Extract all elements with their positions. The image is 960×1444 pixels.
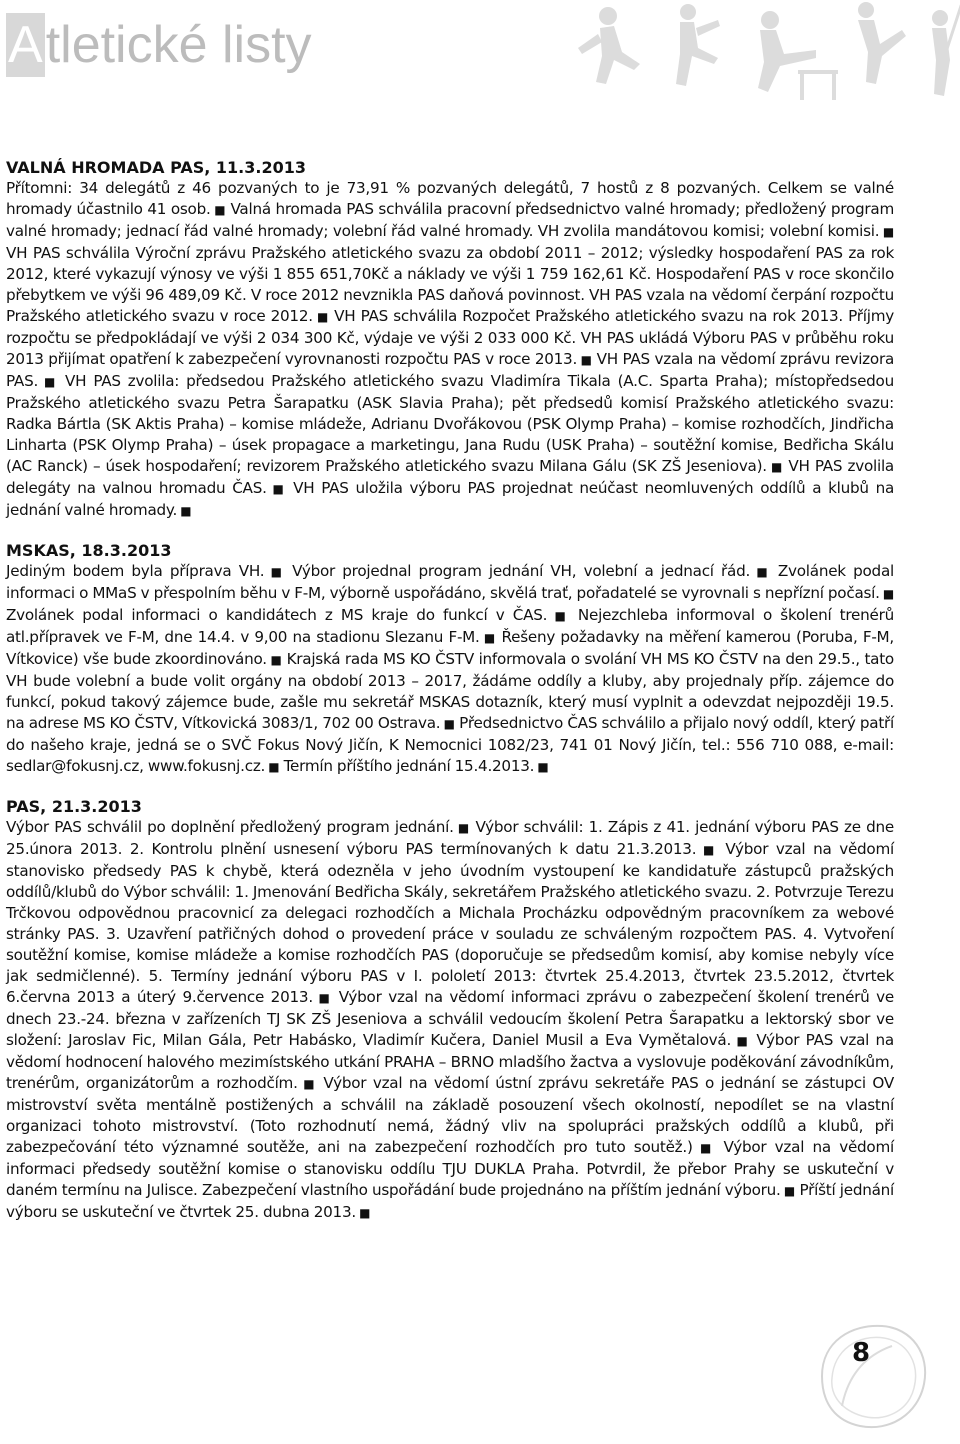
- resolution-item: Přítomni: 34 delegátů z 46 pozvaných to je 73,91 % pozvaných delegátů, 7 hostů z 8 pozvaných. Celkem se valné hromady účastnilo 41 osob. ■: [6, 179, 894, 218]
- resolution-item: Výbor projednal program jednání VH, volební a jednací řád. ■: [292, 562, 770, 580]
- title-rest: tletické listy: [45, 16, 312, 74]
- section-text: [6, 817, 894, 1224]
- resolution-item: Výbor vzal na vědomí informaci zprávu o zabezpečení školení trenérů ve dnech 23.-24. března v zařízeních TJ SK ZŠ Jeseniova a schválil vedoucím školení Petra Šarapatku a lektorský sbor ve složení: Jaroslav Fic, Milan Gála, Petr Habásko, Vladimír Kučera, Daniel Musil a Eva Vymětalová. ■: [6, 988, 894, 1049]
- resolution-item: Termín příštího jednání 15.4.2013. ■: [284, 757, 549, 775]
- document-body: [6, 158, 894, 1224]
- resolution-item: Zvolánek podal informaci o MMaS v přespolním běhu v F-M, výborně uspořádáno, skvělá trať, pořadatelé se vyrovnali s nepřízní počasí. ■: [6, 562, 894, 602]
- title-initial: A: [6, 13, 45, 77]
- section-mskas: [6, 541, 894, 778]
- section-pas: [6, 797, 894, 1224]
- resolution-item: Výbor schválil: 1. Zápis z 41. jednání výboru PAS ze dne 25.února 2013. 2. Kontrolu plnění usnesení výboru PAS termínovaných k datu 21.3.2013. ■: [6, 818, 894, 858]
- athletes-silhouette-graphic: [548, 0, 960, 108]
- resolution-item: VH PAS zvolila delegáty na valnou hromadu ČAS. ■: [6, 457, 894, 497]
- publication-title: [6, 10, 312, 80]
- resolution-item: Výbor PAS schválil po doplnění předložený program jednání. ■: [6, 818, 470, 836]
- resolution-item: Výbor vzal na vědomí ústní zprávu sekretáře PAS o jednání se zástupci OV mistrovství světa mentálně postižených a schválil na základě posouzení všech okolností, nepodílet se na vlastní organizaci tohoto mistrovství. (Toto rozhodnutí nemá, žádný vliv na spolupráci pražských oddílů a klubů, při zabezpečování této významné soutěže, ani na zabezpečení rozhodčích pro tuto soutěž.) ■: [6, 1074, 894, 1156]
- section-text: [6, 178, 894, 522]
- section-valna-hromada: [6, 158, 894, 522]
- resolution-item: Nejezchleba informoval o školení trenérů atl.přípravek ve F-M, dne 14.4. v 9,00 na stadionu Slezanu F-M. ■: [6, 606, 894, 646]
- page-number: 8: [852, 1338, 871, 1368]
- resolution-item: VH PAS schválila Výroční zprávu Pražského atletického svazu za období 2011 – 2012; výsledky hospodaření PAS za rok 2012, které vykazují výnosy ve výši 1 855 651,70Kč a náklady ve výši 1 759 162,61 Kč. Hospodaření PAS v roce skončilo přebytkem ve výši 96 489,09 Kč. V roce 2012 nevznikla PAS daňová povinnost. VH PAS vzala na vědomí čerpání rozpočtu Pražského atletického svazu v roce 2012. ■: [6, 244, 894, 325]
- resolution-item: VH PAS uložila výboru PAS projednat neúčast neomluvených oddílů a klubů na jednání valné hromady. ■: [6, 479, 894, 519]
- resolution-item: Výbor vzal na vědomí stanovisko předsedy PAS k chybě, která odezněla v jeho úvodním vystoupení ke kandidatuře zástupců pražských oddílů/klubů do Výbor schválil: 1. Jmenování Bedřicha Skály, sekretářem Pražského atletického svazu. 2. Potvrzuje Terezu Trčkovou odpovědnou pracovnicí za delegaci rozhodčích a Michala Procházku odpovědným pracovníkem za webové stránky PAS. 3. Uzavření patřičných dohod o provedení práce v souladu ze schváleným rozpočtem PAS. 4. Vytvoření soutěžní komise, komise mládeže a komise rozhodčích PAS (doporučuje se předsedům komisí, aby komise nebyly více jak sedmičlenné). 5. Termíny jednání výboru PAS v I. pololetí 2013: čtvrtek 25.4.2013, čtvrtek 23.5.2012, čtvrtek 6.června 2013 a úterý 9.července 2013. ■: [6, 840, 894, 1006]
- resolution-item: Krajská rada MS KO ČSTV informovala o svolání VH MS KO ČSTV na den 29.5., tato VH bude volební a bude volit orgány na období 2013 – 2017, žádáme oddíly a kluby, aby projednaly příp. zájemce do funkcí, pokud takový zájemce bude, zašle mu sekretář MSKAS dotazník, který musí vyplnit a odevzdat nejpozději 19.5. na adrese MS KO ČSTV, Vítkovická 3083/1, 702 00 Ostrava. ■: [6, 650, 894, 732]
- resolution-item: VH PAS schválila Rozpočet Pražského atletického svazu na rok 2013. Příjmy rozpočtu se předpokládají ve výši 2 034 300 Kč, výdaje ve výši 2 033 000 Kč. VH PAS ukládá Výboru PAS v průběhu roku 2013 přijímat opatření k zabezpečení vyrovnanosti rozpočtu PAS v roce 2013. ■: [6, 307, 894, 368]
- resolution-item: VH PAS vzala na vědomí zprávu revizora PAS. ■: [6, 350, 894, 390]
- resolution-item: Výbor PAS vzal na vědomí hodnocení halového mezimístského utkání PRAHA – BRNO mladšího žactva a vyslovuje poděkování závodníkům, trenérům, organizátorům a rozhodčím. ■: [6, 1031, 894, 1092]
- resolution-item: Valná hromada PAS schválila pracovní předsednictvo valné hromady; předložený program valné hromady; jednací řád valné hromady; volební řád valné hromady. VH zvolila mandátovou komisi; volební komisi. ■: [6, 200, 894, 240]
- resolution-item: Jediným bodem byla příprava VH. ■: [6, 562, 285, 580]
- section-heading: MSKAS, 18.3.2013: [6, 541, 172, 560]
- resolution-item: Předsednictvo ČAS schválilo a přijalo nový oddíl, který patří do našeho kraje, jedná se o SVČ Fokus Nový Jičín, K Nemocnici 1082/23, 741 01 Nový Jičín, tel.: 556 710 088, e-mail: sedlar@fokusnj.cz, www.fokusnj.cz. ■: [6, 714, 894, 775]
- resolution-item: Příští jednání výboru se uskuteční ve čtvrtek 25. dubna 2013. ■: [6, 1181, 894, 1221]
- resolution-item: Výbor vzal na vědomí informaci předsedy soutěžní komise o stanovisku oddílu TJU DUKLA Praha. Potvrdil, že přebor Prahy se uskuteční v daném termínu na Julisce. Zabezpečení vlastního uspořádání bude projednáno na příštím jednání výboru. ■: [6, 1138, 894, 1199]
- resolution-item: Zvolánek podal informaci o kandidátech z MS kraje do funkcí v ČAS. ■: [6, 606, 570, 624]
- resolution-item: Řešeny požadavky na měření kamerou (Poruba, F-M, Vítkovice) vše bude zkoordinováno. ■: [6, 628, 894, 668]
- section-heading: VALNÁ HROMADA PAS, 11.3.2013: [6, 158, 306, 177]
- section-spacer: [6, 522, 894, 541]
- masthead: [0, 0, 960, 110]
- section-heading: PAS, 21.3.2013: [6, 797, 142, 816]
- page-number-badge-graphic: [812, 1316, 932, 1436]
- resolution-item: VH PAS zvolila: předsedou Pražského atletického svazu Vladimíra Tikala (A.C. Sparta Praha); místopředsedou Pražského atletického svazu Petra Šarapatku (ASK Slavia Praha); pět předsedů komisí Pražského atletického svazu: Radka Bártla (SK Aktis Praha) – komise mládeže, Adrianu Dvořákovou (PSK Olymp Praha) – komise rozhodčích, Jindřicha Linharta (PSK Olymp Praha) – úsek propagace a marketingu, Jana Rudu (USK Praha) – soutěžní komise, Bedřicha Skálu (AC Ranck) – úsek hospodaření; revizorem Pražského atletického svazu Milana Gálu (SK ZŠ Jeseniova). ■: [6, 372, 894, 475]
- section-text: [6, 561, 894, 778]
- section-spacer: [6, 778, 894, 797]
